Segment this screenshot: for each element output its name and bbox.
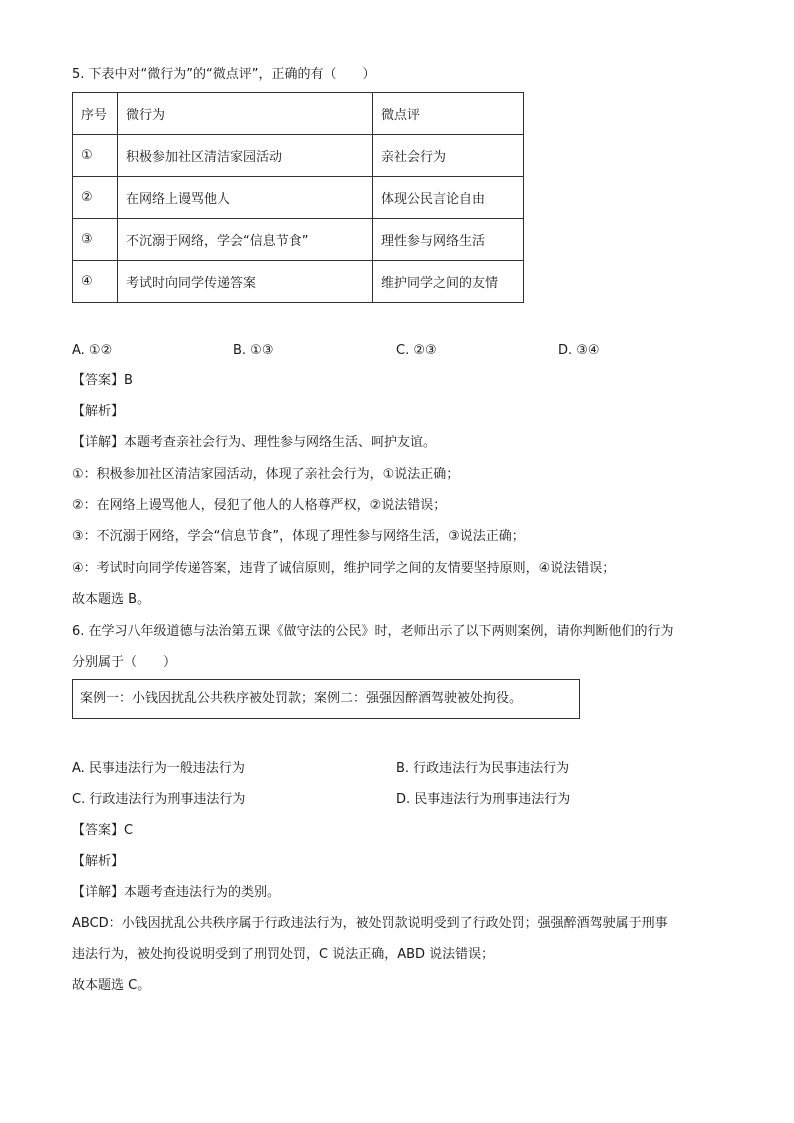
q6-explain-line-1: ABCD：小钱因扰乱公共秩序属于行政违法行为，被处罚款说明受到了行政处罚；强强醉酒驾驶属于刑事 [72,916,668,931]
q6-option-a: A. 民事违法行为一般违法行为 [72,761,245,776]
table-row [73,261,524,303]
q5-answer: 【答案】B [72,373,133,388]
q5-analysis-label: 【解析】 [72,404,125,419]
table-cell: 不沉溺于网络，学会“信息节食” [118,219,373,261]
q5-point-1: ①：积极参加社区清洁家园活动，体现了亲社会行为，①说法正确； [72,467,460,482]
table-header-row [73,93,524,135]
q6-conclusion: 故本题选 C。 [72,978,151,993]
table-cell: ① [73,135,118,177]
table-row [73,219,524,261]
q6-case-text: 案例一：小钱因扰乱公共秩序被处罚款；案例二：强强因醉酒驾驶被处拘役。 [80,691,523,706]
table-header-cell: 序号 [73,93,118,135]
table-cell: ④ [73,261,118,303]
q5-table [72,92,524,303]
table-header-cell: 微点评 [373,93,524,135]
table-cell: ② [73,177,118,219]
q5-point-4: ④：考试时向同学传递答案，违背了诚信原则，维护同学之间的友情要坚持原则，④说法错误； [72,561,616,576]
q6-stem-line-2: 分别属于（ ） [72,655,177,670]
q5-option-b: B. ①③ [233,343,274,358]
table-cell: 考试时向同学传递答案 [118,261,373,303]
q5-option-a: A. ①② [72,343,113,358]
q6-analysis-label: 【解析】 [72,854,125,869]
q6-case-box [72,679,580,719]
table-cell: 在网络上谩骂他人 [118,177,373,219]
q5-stem: 5. 下表中对“微行为”的“微点评”，正确的有（ ） [72,67,376,82]
table-header-cell: 微行为 [118,93,373,135]
q5-option-d: D. ③④ [558,343,600,358]
table-row [73,177,524,219]
q5-conclusion: 故本题选 B。 [72,592,151,607]
q5-point-3: ③：不沉溺于网络，学会“信息节食”，体现了理性参与网络生活，③说法正确； [72,529,525,544]
q6-stem-line-1: 6. 在学习八年级道德与法治第五课《做守法的公民》时，老师出示了以下两则案例，请你判断他们的行为 [72,624,674,639]
q6-detail: 【详解】本题考查违法行为的类别。 [72,885,281,900]
table-cell: ③ [73,219,118,261]
table-cell: 亲社会行为 [373,135,524,177]
table-cell: 维护同学之间的友情 [373,261,524,303]
q6-answer: 【答案】C [72,823,134,838]
q5-option-c: C. ②③ [396,343,437,358]
table-cell: 理性参与网络生活 [373,219,524,261]
q6-option-c: C. 行政违法行为刑事违法行为 [72,792,246,807]
q5-point-2: ②：在网络上谩骂他人，侵犯了他人的人格尊严权，②说法错误； [72,498,447,513]
q6-explain-line-2: 违法行为，被处拘役说明受到了刑罚处罚，C 说法正确，ABD 说法错误； [72,947,495,962]
q6-option-d: D. 民事违法行为刑事违法行为 [396,792,571,807]
q5-detail: 【详解】本题考查亲社会行为、理性参与网络生活、呵护友谊。 [72,435,437,450]
table-cell: 积极参加社区清洁家园活动 [118,135,373,177]
table-row [73,135,524,177]
q6-option-b: B. 行政违法行为民事违法行为 [396,761,570,776]
table-cell: 体现公民言论自由 [373,177,524,219]
